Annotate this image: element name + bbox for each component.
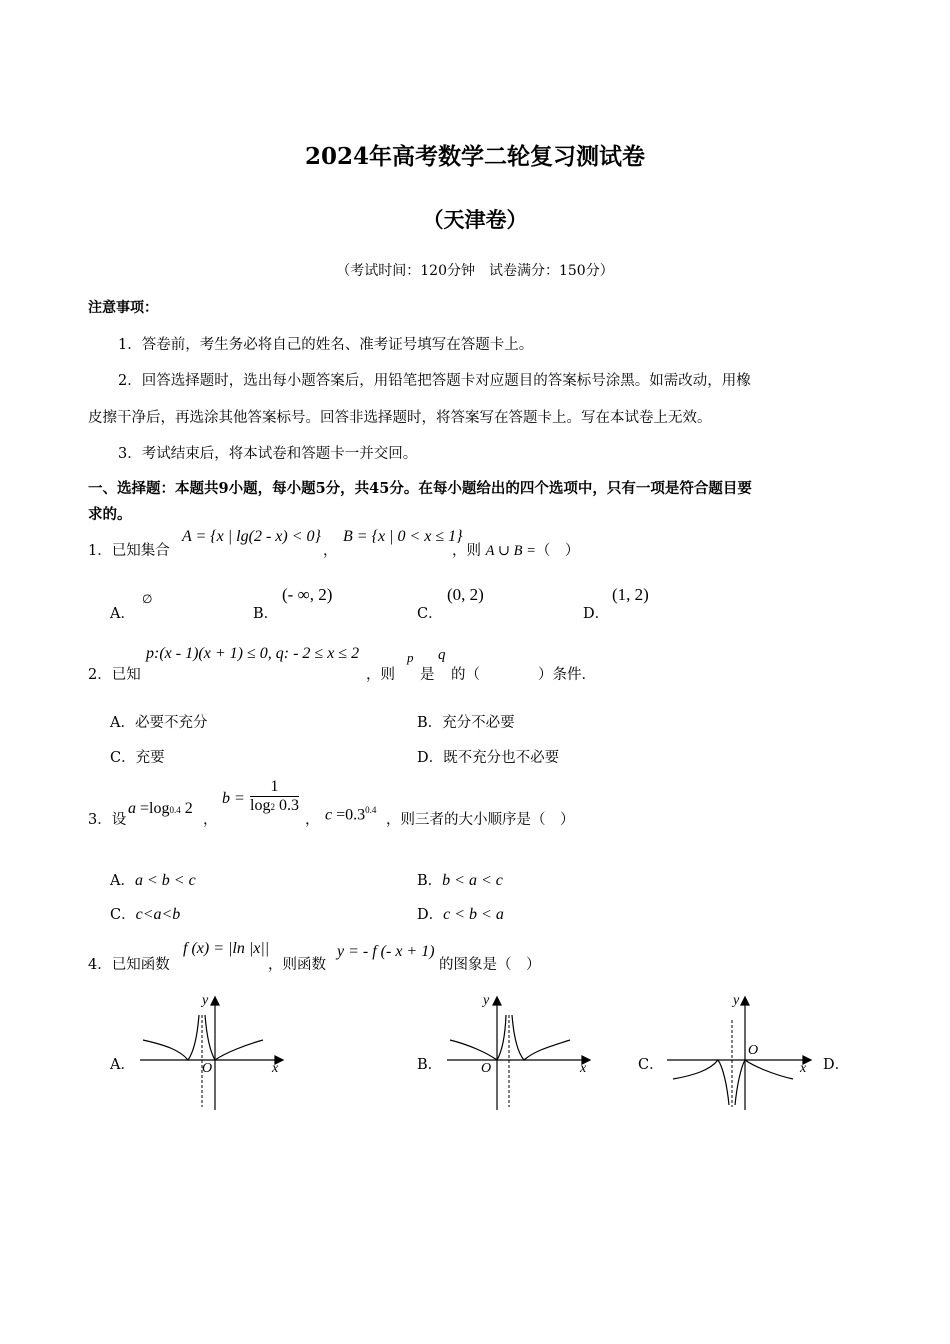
origin-label: O [481,1061,492,1076]
q1-option-a[interactable] [110,602,135,623]
f-expression: f (x) = |ln |x|| [183,940,270,957]
question-1 [88,539,170,560]
q1-option-a-value: ∅ [142,592,153,606]
option-label: A． [110,1057,135,1073]
question-number: 4． [88,957,112,973]
question-stem: 已知函数 [111,957,170,973]
option-label: D． [583,606,610,622]
option-value: a < b < c [134,872,196,889]
b-lhs [222,790,245,808]
option-label: C． [638,1057,664,1073]
c-expression: $c =0.3^{0.4}$ [325,805,377,824]
page-title: 2024年高考数学二轮复习测试卷 [304,143,645,170]
den-log-base: 2 [270,802,275,812]
option-label: D． [823,1057,850,1073]
question-3 [88,808,126,829]
x-axis-label: x [580,1061,587,1076]
den-log-arg: 0.3 [274,797,299,814]
stem-suffix: ，则三者的大小顺序是（ ） [386,812,575,828]
y-arrow-icon [741,997,749,1005]
set-b-expression: B = {x | 0 < x ≤ 1} [343,528,463,545]
fraction-numerator: 1 [250,778,299,797]
option-label: B． [253,606,279,622]
stem-suffix: ，则 [452,543,481,559]
notice-item-1: 1．答卷前，考生务必将自己的姓名、准考证号填写在答题卡上。 [118,337,534,353]
q2-option-d[interactable] [417,746,559,767]
curve-left [450,1015,506,1060]
q1-option-d-value: (1, 2) [612,585,649,604]
b-lhs-text: b = [222,790,245,807]
question-stem: 设 [111,812,127,828]
option-label: C． [110,750,136,766]
q3-option-d[interactable] [417,903,504,924]
y-axis-label: y [202,993,209,1008]
fraction-denominator [250,797,299,815]
origin-label: O [748,1043,759,1058]
fraction [250,778,299,815]
q1-option-b[interactable] [253,602,278,623]
option-value: c<a<b [135,906,181,923]
stem-suffix: 的图象是（ ） [439,957,541,973]
q4-option-d[interactable] [823,1053,849,1074]
option-value: 充分不必要 [442,715,515,731]
curve-right [205,1015,263,1060]
question-stem: 已知 [111,667,141,683]
a-log-base: 0.4 [169,805,181,815]
notice-item-2-line1: 2．回答选择题时，选出每小题答案后，用铅笔把答题卡对应题目的答案标号涂黑。如需改动，用橡 [118,373,751,389]
notice-item-3: 3．考试结束后，将本试卷和答题卡一并交回。 [118,446,418,462]
option-label: B． [417,715,443,731]
q1-option-d[interactable] [583,602,609,623]
x-axis-label: x [800,1061,807,1076]
den-log: log [250,797,271,814]
q2-option-b[interactable] [417,711,515,732]
section-heading-line2: 求的。 [88,506,132,523]
question-4 [88,953,170,974]
y-axis-label: y [733,993,740,1008]
notice-heading: 注意事项： [88,300,158,316]
y-expression: y = - f (- x + 1) [337,943,435,960]
option-label: C． [417,606,443,622]
exam-info: （考试时间：120分钟 试卷满分：150分） [336,263,614,279]
q3-option-c[interactable] [110,903,180,924]
option-label: D． [417,907,444,923]
option-label: C． [110,907,136,923]
page-subtitle: （天津卷） [422,207,528,232]
q2-option-c[interactable] [110,746,165,767]
a-log-arg: 2 [180,800,193,817]
q-symbol: q [438,647,446,663]
option-label: A． [110,715,135,731]
graph-a [135,995,285,1113]
p-symbol: p [407,650,414,665]
curve-right [735,1060,793,1105]
question-number: 3． [88,812,112,828]
q3-option-a[interactable] [110,869,196,890]
question-1-suffix [452,539,579,560]
answer-paren: （ ） [535,543,580,559]
section-heading-line1: 一、选择题：本题共9小题，每小题5分，共45分。在每小题给出的四个选项中，只有一项是符合题目要 [88,480,752,497]
set-a-expression: A = {x | lg(2 - x) < 0} [182,528,321,545]
q1-option-b-value: (- ∞, 2) [282,585,333,604]
option-value: b < a < c [442,872,503,889]
stem-mid: 是 [420,667,435,683]
question-2 [88,663,141,684]
option-label: B． [417,873,443,889]
q1-option-c-value: (0, 2) [447,585,484,604]
separator: ， [203,812,218,828]
q4-option-a[interactable] [110,1053,135,1074]
q4-option-b[interactable] [417,1053,442,1074]
option-value: 既不充分也不必要 [443,750,560,766]
q1-option-c[interactable] [417,602,443,623]
stem-mid: ，则函数 [268,957,326,973]
option-label: A． [110,873,135,889]
union-expression: A ∪ B = [485,543,536,559]
curve-right [512,1015,570,1060]
q3-option-b[interactable] [417,869,503,890]
stem-mid: ，则 [366,667,395,683]
q2-option-a[interactable] [110,711,207,732]
notice-item-2-line2: 皮擦干净后，再选涂其他答案标号。回答非选择题时，将答案写在答题卡上。写在本试卷上无效。 [88,410,712,426]
question-stem: 已知集合 [111,543,170,559]
graph-b [445,995,595,1113]
option-value: c < b < a [443,906,504,923]
option-label: B． [417,1057,443,1073]
option-value: 必要不充分 [134,715,208,731]
option-value: 充要 [135,750,165,766]
x-axis-label: x [272,1061,279,1076]
origin-label: O [202,1061,213,1076]
y-arrow-icon [211,997,219,1005]
question-number: 2． [88,667,112,683]
b-fraction [250,778,299,815]
y-arrow-icon [493,997,501,1005]
c-exponent: 0.4 [365,805,377,815]
option-label: A． [110,606,135,622]
a-expression: a =log0.4 2 [128,800,193,817]
q4-option-c[interactable] [638,1053,664,1074]
graph-c [665,995,815,1113]
curve-left [673,1060,729,1105]
question-number: 1． [88,543,112,559]
separator: ， [323,543,338,559]
stem-suffix: 的（ ）条件． [451,667,596,683]
separator: ， [305,812,320,828]
condition-expression: p:(x - 1)(x + 1) ≤ 0, q: - 2 ≤ x ≤ 2 [146,645,360,662]
option-label: D． [417,750,444,766]
y-axis-label: y [483,993,490,1008]
curve-left [143,1015,199,1060]
